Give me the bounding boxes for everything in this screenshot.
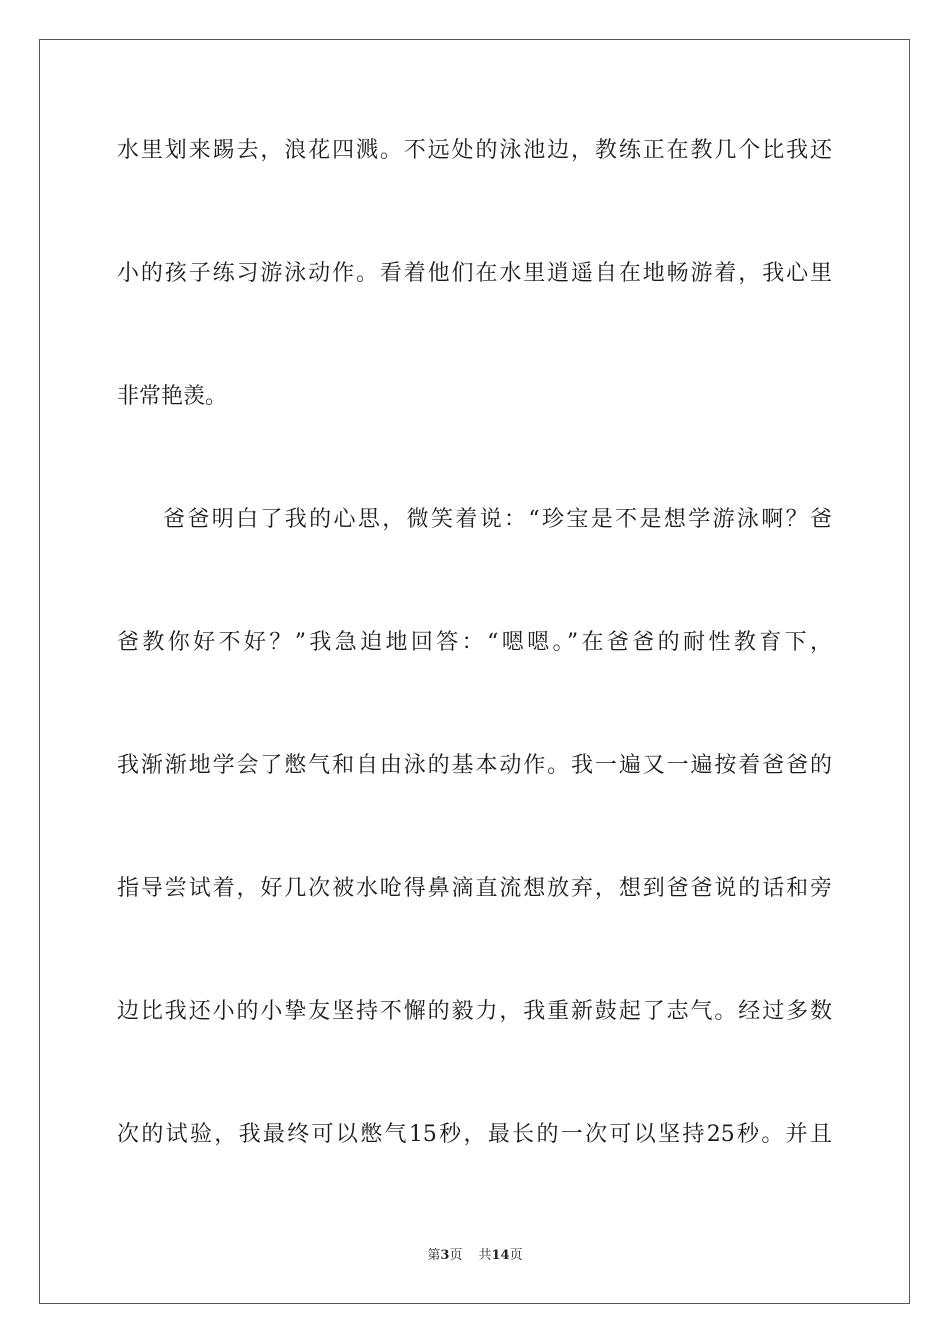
body-text-line: 我渐渐地学会了憋气和自由泳的基本动作。我一遍又一遍按着爸爸的 — [117, 753, 832, 778]
body-text-line: 水里划来踢去，浪花四溅。不远处的泳池边，教练正在教几个比我还 — [117, 138, 832, 163]
current-page-number: 3 — [440, 1248, 450, 1263]
body-text-line: 边比我还小的小挚友坚持不懈的毅力，我重新鼓起了志气。经过多数 — [117, 999, 832, 1024]
total-label-suffix: 页 — [509, 1248, 523, 1263]
page-border — [39, 39, 910, 1304]
body-text-line: 小的孩子练习游泳动作。看着他们在水里逍遥自在地畅游着，我心里 — [117, 261, 832, 286]
page-label-suffix: 页 — [449, 1248, 463, 1263]
body-text-line: 次的试验，我最终可以憋气15秒，最长的一次可以坚持25秒。并且 — [117, 1122, 832, 1147]
body-text-line: 爸教你好不好？”我急迫地回答：“嗯嗯。”在爸爸的耐性教育下， — [117, 630, 832, 655]
page-footer — [0, 1247, 950, 1265]
paragraph-first-line: 爸爸明白了我的心思，微笑着说：“珍宝是不是想学游泳啊？爸 — [163, 507, 832, 532]
body-text-line: 指导尝试着，好几次被水呛得鼻滴直流想放弃，想到爸爸说的话和旁 — [117, 876, 832, 901]
total-label-prefix: 共 — [478, 1248, 492, 1263]
page-label-prefix: 第 — [427, 1248, 441, 1263]
total-page-count: 14 — [491, 1248, 510, 1263]
body-text-line: 非常艳羡。 — [117, 384, 228, 409]
